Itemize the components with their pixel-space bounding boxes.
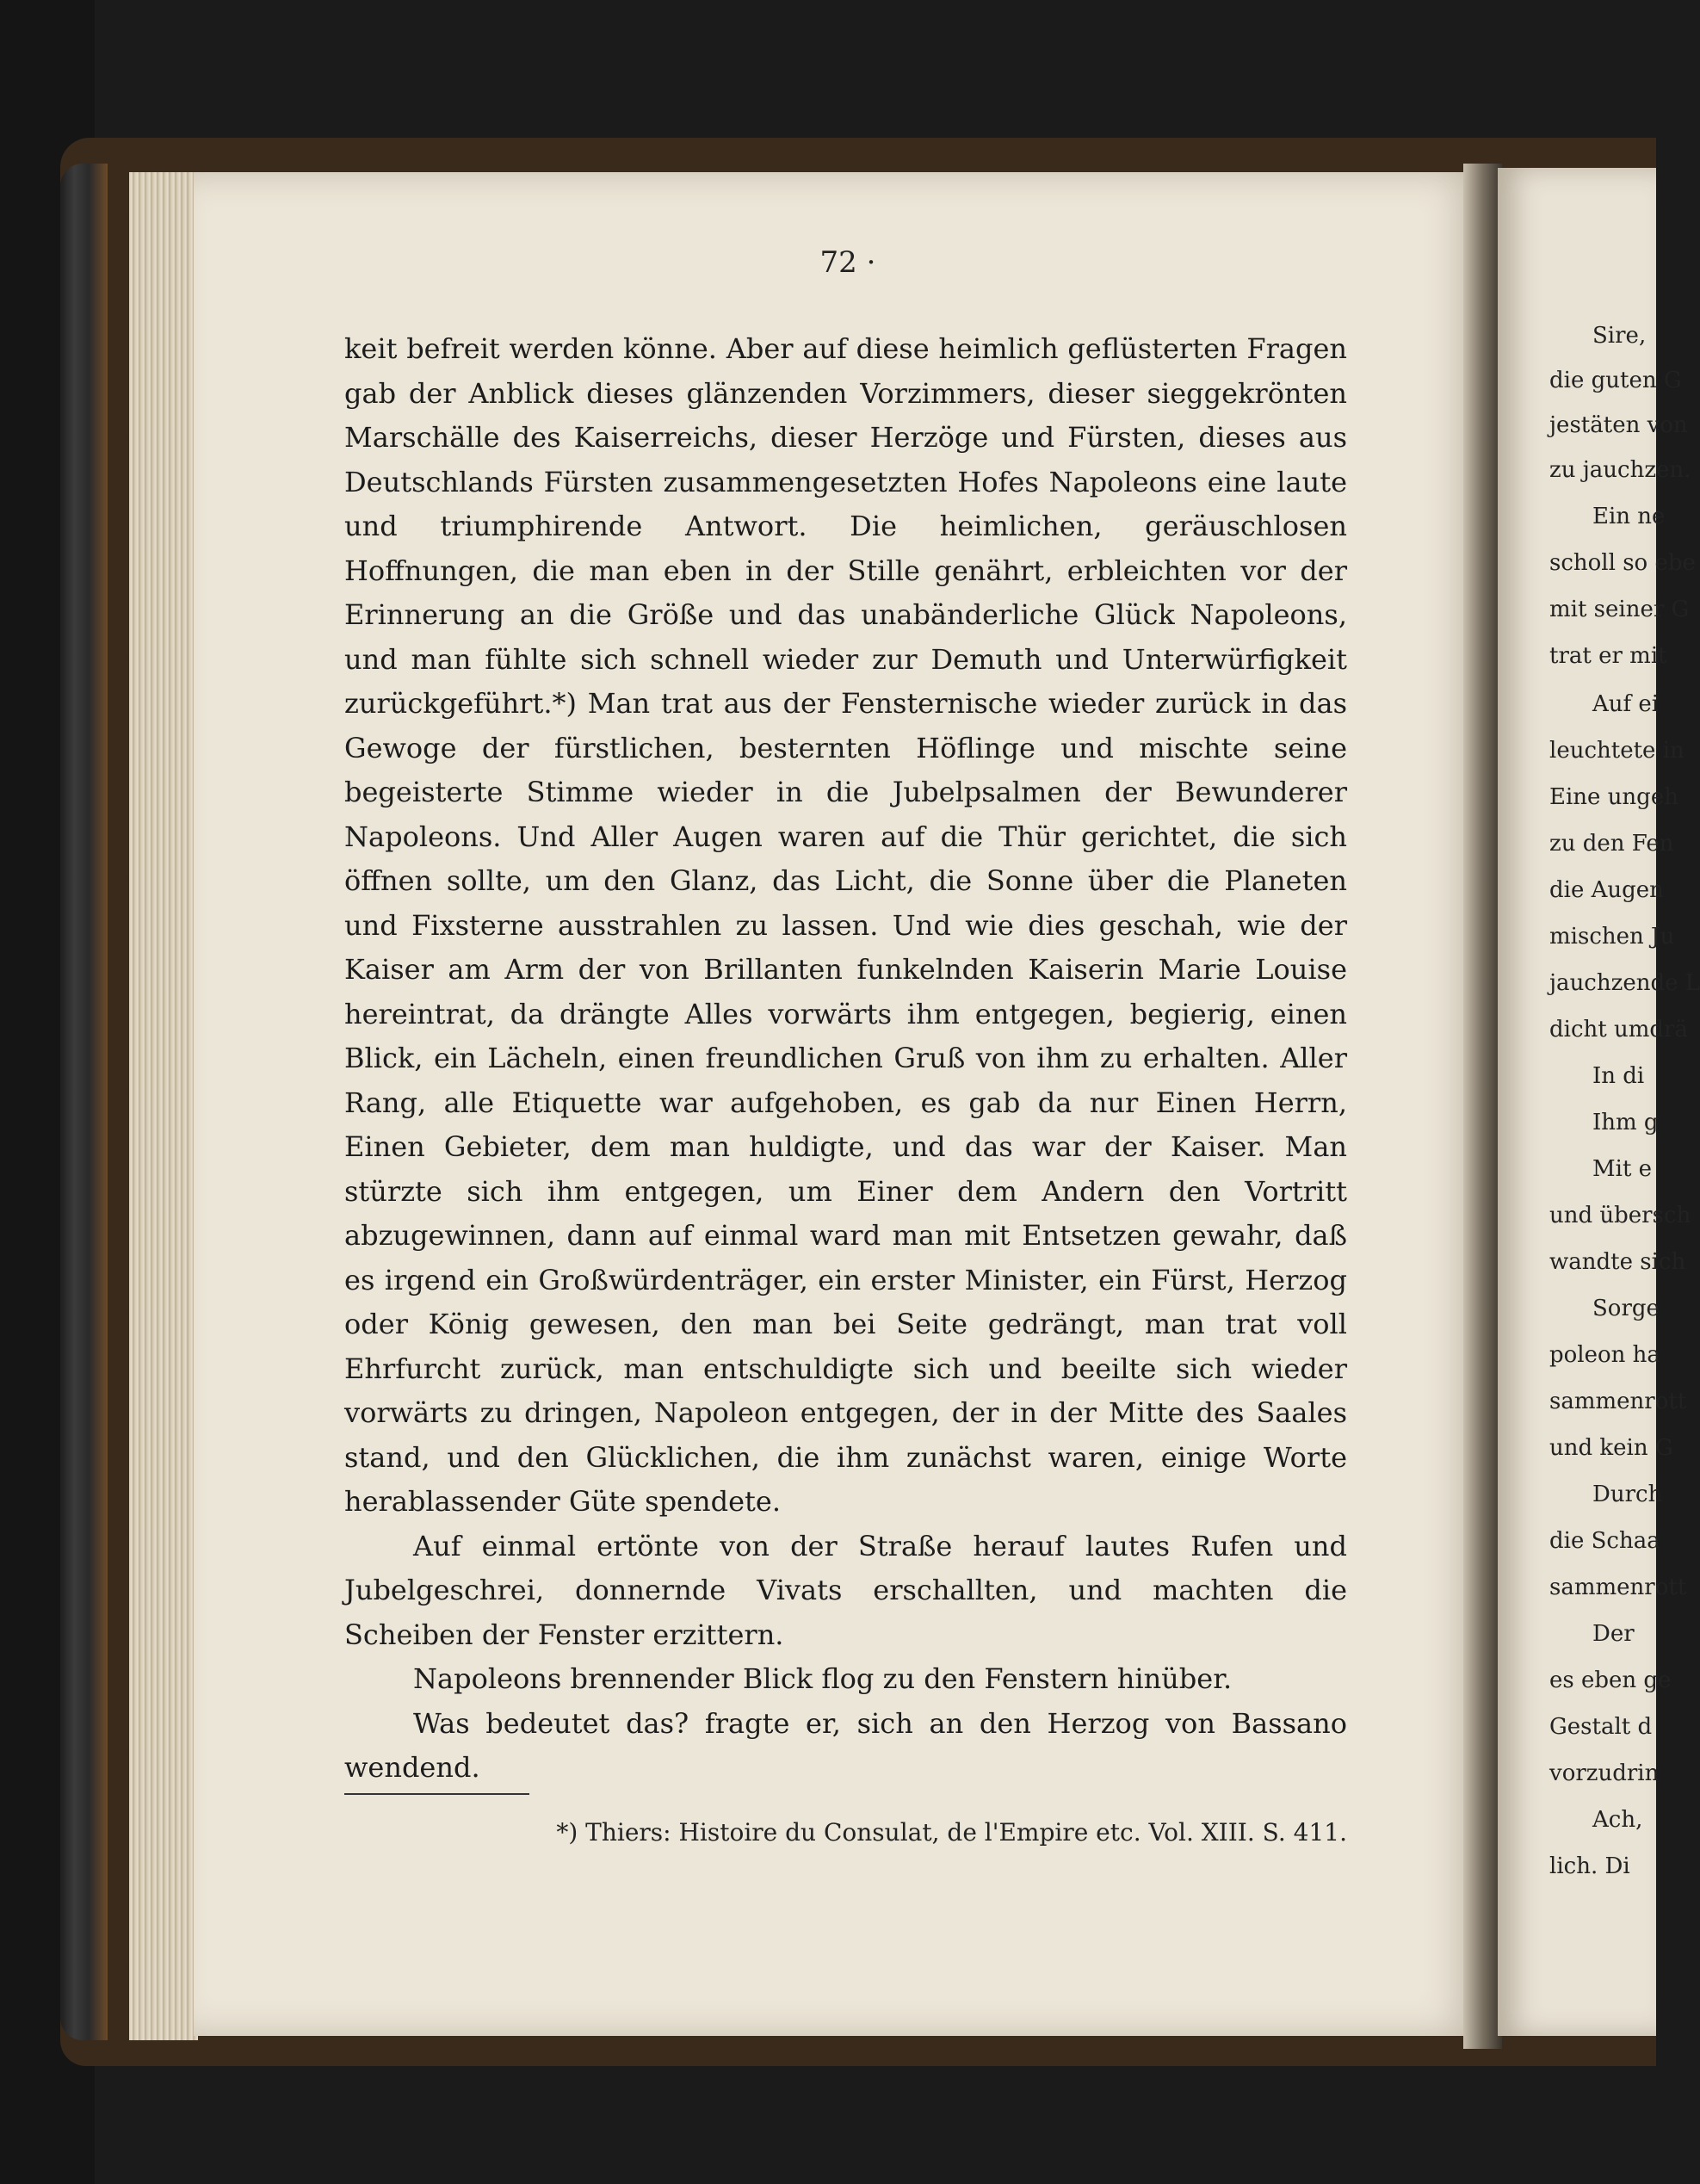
right-page-line: leuchtete in [1549,738,1685,764]
right-page-line: jauchzende L [1549,970,1700,996]
right-page-line: lich. Di [1549,1853,1630,1879]
right-page-line: dicht umdrä [1549,1017,1688,1043]
right-page-line: die guten G [1549,368,1682,393]
right-page-line: und übersch [1549,1203,1691,1228]
right-page-line: zu jauchzen. [1549,457,1691,483]
right-page-line: es eben ge [1549,1667,1672,1693]
right-page-line: Ein ne [1592,504,1666,529]
page-edges [129,172,198,2040]
page-number: 72 · [819,245,876,280]
right-page [1498,168,1700,2036]
right-page-line: sammenrott [1549,1389,1687,1414]
right-page-line: wandte sich [1549,1249,1686,1275]
right-page-line: und kein G [1549,1435,1673,1461]
book-spine [60,164,108,2040]
right-page-line: zu den Fen [1549,831,1674,857]
paragraph-2: Auf einmal ertönte von der Straße herauf lautes Rufen und Jubelgeschrei, donnernde Vivats erschallten, und machten die Scheiben der Fenster erzittern. [344,1529,1347,1651]
right-page-line: Ihm g [1592,1110,1659,1135]
right-page-line: Der [1592,1621,1635,1647]
right-page-line: Eine ungeh [1549,784,1678,810]
right-page-line: trat er mit [1549,643,1667,669]
right-page-line: Sorge [1592,1296,1660,1321]
right-page-line: In di [1592,1063,1645,1089]
right-page-line: Ach, [1592,1807,1643,1833]
right-page-line: die Schaa [1549,1528,1660,1554]
right-page-line: mit seiner G [1549,597,1690,622]
right-page-line: sammenrott [1549,1575,1687,1600]
right-page-line: Auf ei [1592,691,1660,717]
right-page-line: die Augen [1549,877,1664,903]
right-page-line: vorzudrin [1549,1760,1660,1786]
right-page-line: mischen Ju [1549,924,1675,950]
paragraph-4: Was bedeutet das? fragte er, sich an den Herzog von Bassano wendend. [344,1706,1347,1784]
right-page-line: Mit e [1592,1156,1653,1182]
footnote-rule [344,1793,529,1795]
right-page-line: jestäten von [1549,412,1688,438]
paragraph-3: Napoleons brennender Blick flog zu den Fenstern hinüber. [413,1662,1233,1695]
body-text [344,327,1347,1791]
footnote: *) Thiers: Histoire du Consulat, de l'Empire etc. Vol. XIII. S. 411. [556,1818,1347,1847]
right-page-line: Gestalt d [1549,1714,1653,1740]
paragraph-1: keit befreit werden könne. Aber auf diese heimlich geflüsterten Fragen gab der Anblick dieses glänzenden Vorzimmers, dieser sieggekrönten Marschälle des Kaiserreichs, dieser Herzöge und Fürsten, dieses aus Deutschlands Fürsten zusammengesetzten Hofes Napoleons eine laute und triumphirende Antwort. Die heimlichen, geräuschlosen Hoffnungen, die man eben in der Stille genährt, erbleichten vor der Erinnerung an die Größe und das unabänderliche Glück Napoleons, und man fühlte sich schnell wieder zur Demuth und Unterwürfigkeit zurückgeführt.*) Man trat aus der Fensternische wieder zurück in das Gewoge der fürstlichen, besternten Höflinge und mischte seine begeisterte Stimme wieder in die Jubelpsalmen der Bewunderer Napoleons. Und Aller Augen waren auf die Thür gerichtet, die sich öffnen sollte, um den Glanz, das Licht, die Sonne über die Planeten und Fixsterne ausstrahlen zu lassen. Und wie dies geschah, wie der Kaiser am Arm der von Brillanten funkelnden Kaiserin Marie Louise hereintrat, da drängte Alles vorwärts ihm entgegen, begierig, einen Blick, ein Lächeln, einen freundlichen Gruß von ihm zu erhalten. Aller Rang, alle Etiquette war aufgehoben, es gab da nur Einen Herrn, Einen Gebieter, dem man huldigte, und das war der Kaiser. Man stürzte sich ihm entgegen, um Einer dem Andern den Vortritt abzugewinnen, dann auf einmal ward man mit Entsetzen gewahr, daß es irgend ein Großwürdenträger, ein erster Minister, ein Fürst, Herzog oder König gewesen, den man bei Seite gedrängt, man trat voll Ehrfurcht zurück, man entschuldigte sich und beeilte sich wieder vorwärts zu dringen, Napoleon entgegen, der in der Mitte des Saales stand, und den Glücklichen, die ihm zunächst waren, einige Worte herablassender Güte spendete. [344,332,1347,1518]
right-page-line: Sire, [1592,323,1647,349]
gutter [1463,164,1502,2049]
right-page-line: poleon ha [1549,1342,1660,1368]
right-page-line: Durch [1592,1482,1663,1507]
right-page-line: scholl so ebe [1549,550,1696,576]
